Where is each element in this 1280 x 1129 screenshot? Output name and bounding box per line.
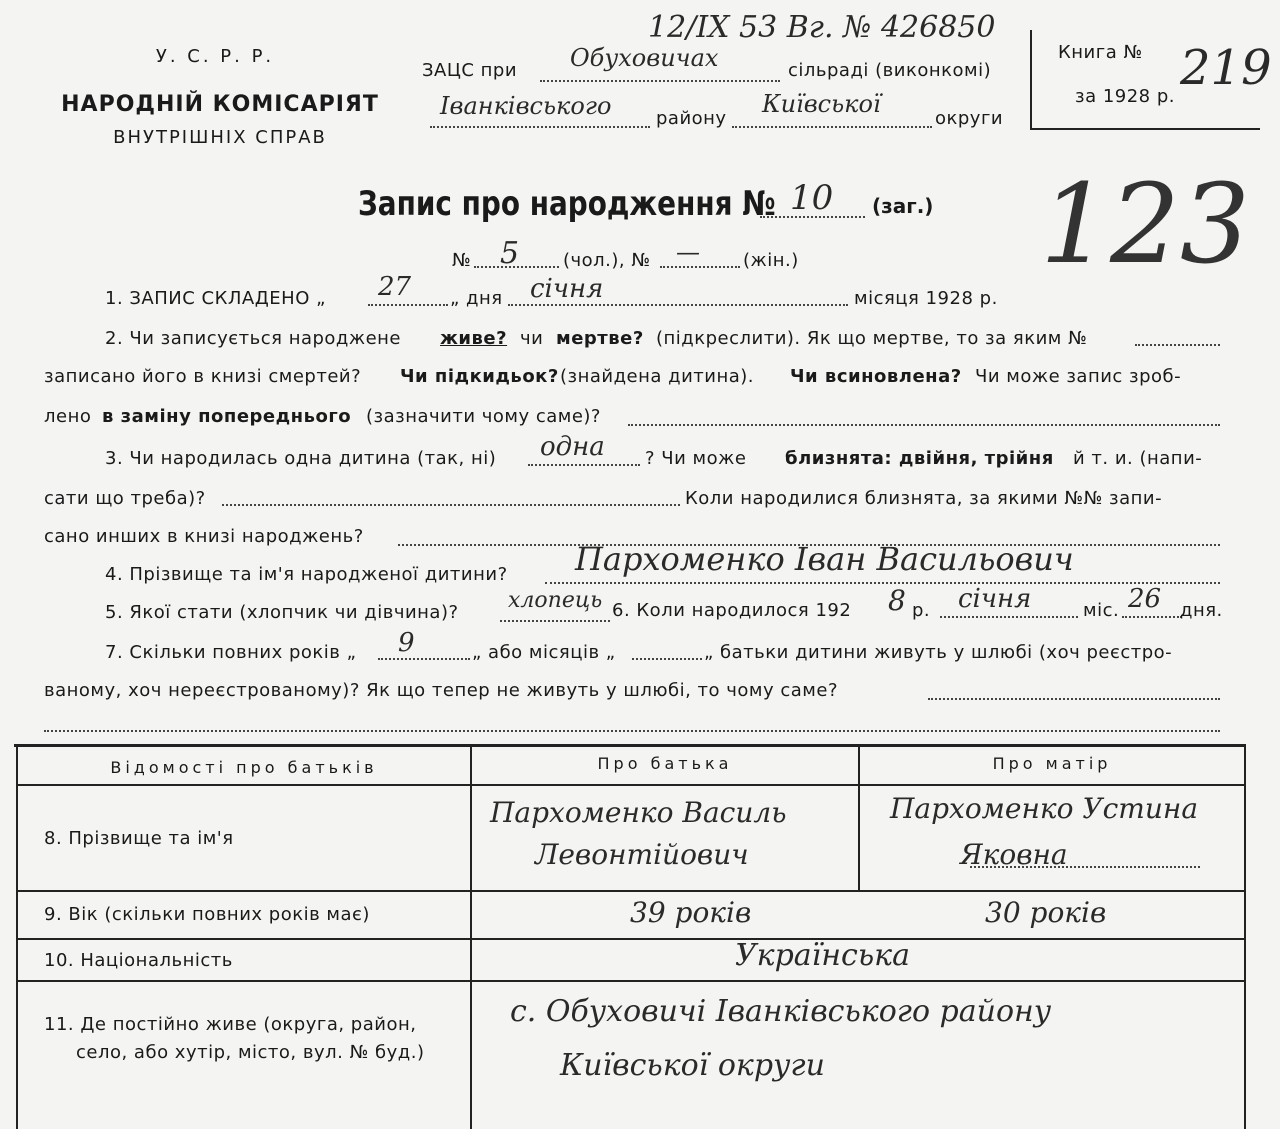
mother-age: 30 років bbox=[985, 896, 1107, 929]
book-number: 219 bbox=[1180, 40, 1272, 96]
okrug-value: Київської bbox=[762, 90, 881, 118]
item5-label: 5. Якої стати (хлопчик чи дівчина)? bbox=[105, 602, 459, 623]
item7-mid: „ або місяців „ bbox=[472, 642, 616, 663]
item7-tail: „ батьки дитини живуть у шлюбі (хоч реєстро- bbox=[704, 642, 1173, 663]
male-no-label: № bbox=[452, 250, 472, 271]
item3-line1c: й т. и. (напи- bbox=[1073, 448, 1203, 469]
header-father: Про батька bbox=[597, 754, 733, 773]
female-label: (жін.) bbox=[743, 250, 799, 271]
child-sex: хлопець bbox=[508, 588, 603, 613]
male-number: 5 bbox=[500, 236, 520, 271]
item3-line1b: ? Чи може bbox=[645, 448, 747, 469]
district-value: Іванківського bbox=[440, 92, 612, 120]
item6-label: 6. Коли народилося 192 bbox=[612, 600, 852, 621]
residence-line-2: Київської округи bbox=[560, 1048, 825, 1083]
item2-or: чи bbox=[520, 328, 544, 349]
record-suffix: (заг.) bbox=[872, 194, 934, 218]
book-label: Книга № bbox=[1058, 42, 1143, 63]
item2-line2b: (знайдена дитина). bbox=[560, 366, 755, 387]
nationality-value: Українська bbox=[735, 938, 910, 973]
item3-line1a: 3. Чи народилась одна дитина (так, ні) bbox=[105, 448, 497, 469]
side-number: 123 bbox=[1040, 160, 1250, 288]
birth-month: січня bbox=[958, 584, 1032, 614]
item2-dead: мертве? bbox=[556, 328, 644, 349]
year-label: р. bbox=[912, 600, 931, 621]
row11-label-1: 11. Де постійно живе (округа, район, bbox=[44, 1014, 417, 1035]
male-label: (чол.), № bbox=[563, 250, 651, 271]
female-number: — bbox=[676, 238, 700, 266]
record-number: 10 bbox=[790, 178, 834, 218]
zags-prefix: ЗАЦС при bbox=[422, 60, 518, 81]
header-parents-info: Відомості про батьків bbox=[110, 758, 378, 777]
item3-line3: сано инших в книзі народжень? bbox=[44, 526, 364, 547]
father-surname: Пархоменко Василь bbox=[490, 796, 787, 829]
father-patronymic: Левонтійович bbox=[535, 838, 749, 871]
item7-line2: ваному, хоч нереєстрованому)? Як що тепер не живуть у шлюбі, то чому саме? bbox=[44, 680, 839, 701]
item7-label: 7. Скільки повних років „ bbox=[105, 642, 357, 663]
department-title: ВНУТРІШНІХ СПРАВ bbox=[113, 127, 327, 148]
birth-year-digit: 8 bbox=[888, 584, 906, 617]
father-age: 39 років bbox=[630, 896, 752, 929]
item2-line1b: (підкреслити). Як що мертве, то за яким № bbox=[656, 328, 1088, 349]
item3-line2a: сати що треба)? bbox=[44, 488, 206, 509]
item2-line1a: 2. Чи записується народжене bbox=[105, 328, 402, 349]
day-label: міс. bbox=[1083, 600, 1120, 621]
item3-answer: одна bbox=[540, 432, 605, 462]
village-value: Обуховичах bbox=[570, 44, 719, 72]
item2-alive: живе? bbox=[440, 328, 508, 349]
residence-line-1: с. Обуховичі Іванківського району bbox=[510, 994, 1052, 1029]
commissariat-title: НАРОДНІЙ КОМІСАРІЯТ bbox=[61, 92, 379, 117]
item2-adopted: Чи всиновлена? bbox=[790, 366, 962, 387]
item2-line2c: Чи може запис зроб- bbox=[975, 366, 1182, 387]
mother-surname: Пархоменко Устина bbox=[890, 792, 1199, 825]
child-name: Пархоменко Іван Васильович bbox=[575, 540, 1074, 578]
council-label: сільраді (виконкомі) bbox=[788, 60, 992, 81]
item3-line2b: Коли народилися близнята, за якими №№ запи- bbox=[685, 488, 1163, 509]
day-tail: дня. bbox=[1180, 600, 1223, 621]
item1-day-label: „ дня bbox=[450, 288, 503, 309]
item2-line2a: записано його в книзі смертей? bbox=[44, 366, 362, 387]
row11-label-2: село, або хутір, місто, вул. № буд.) bbox=[76, 1042, 425, 1063]
item2-foundling: Чи підкидьок? bbox=[400, 366, 559, 387]
record-title: Запис про народження № bbox=[358, 184, 776, 224]
district-label: району bbox=[656, 108, 727, 129]
republic-label: У. С. Р. Р. bbox=[155, 46, 275, 67]
header-mother: Про матір bbox=[992, 754, 1112, 773]
birth-day: 26 bbox=[1128, 584, 1162, 614]
item2-replace: в заміну попереднього bbox=[102, 406, 352, 427]
item4-label: 4. Прізвище та ім'я народженої дитини? bbox=[105, 564, 508, 585]
row8-label: 8. Прізвище та ім'я bbox=[44, 828, 234, 849]
mother-patronymic: Яковна bbox=[960, 838, 1068, 871]
item1-month: січня bbox=[530, 274, 604, 304]
item2-line3a: лено bbox=[44, 406, 92, 427]
row10-label: 10. Національність bbox=[44, 950, 233, 971]
okrug-label: округи bbox=[935, 108, 1004, 129]
marriage-years: 9 bbox=[398, 628, 415, 658]
item1-label: 1. ЗАПИС СКЛАДЕНО „ bbox=[105, 288, 326, 309]
item3-twins: близнята: двійня, трійня bbox=[785, 448, 1054, 469]
book-year-label: за 1928 р. bbox=[1075, 86, 1176, 107]
item1-day: 27 bbox=[378, 272, 412, 302]
row9-label: 9. Вік (скільки повних років має) bbox=[44, 904, 370, 925]
archive-annotation: 12/IX 53 Вг. № 426850 bbox=[648, 10, 996, 45]
item2-line3b: (зазначити чому саме)? bbox=[366, 406, 601, 427]
item1-tail: місяця 1928 р. bbox=[854, 288, 998, 309]
